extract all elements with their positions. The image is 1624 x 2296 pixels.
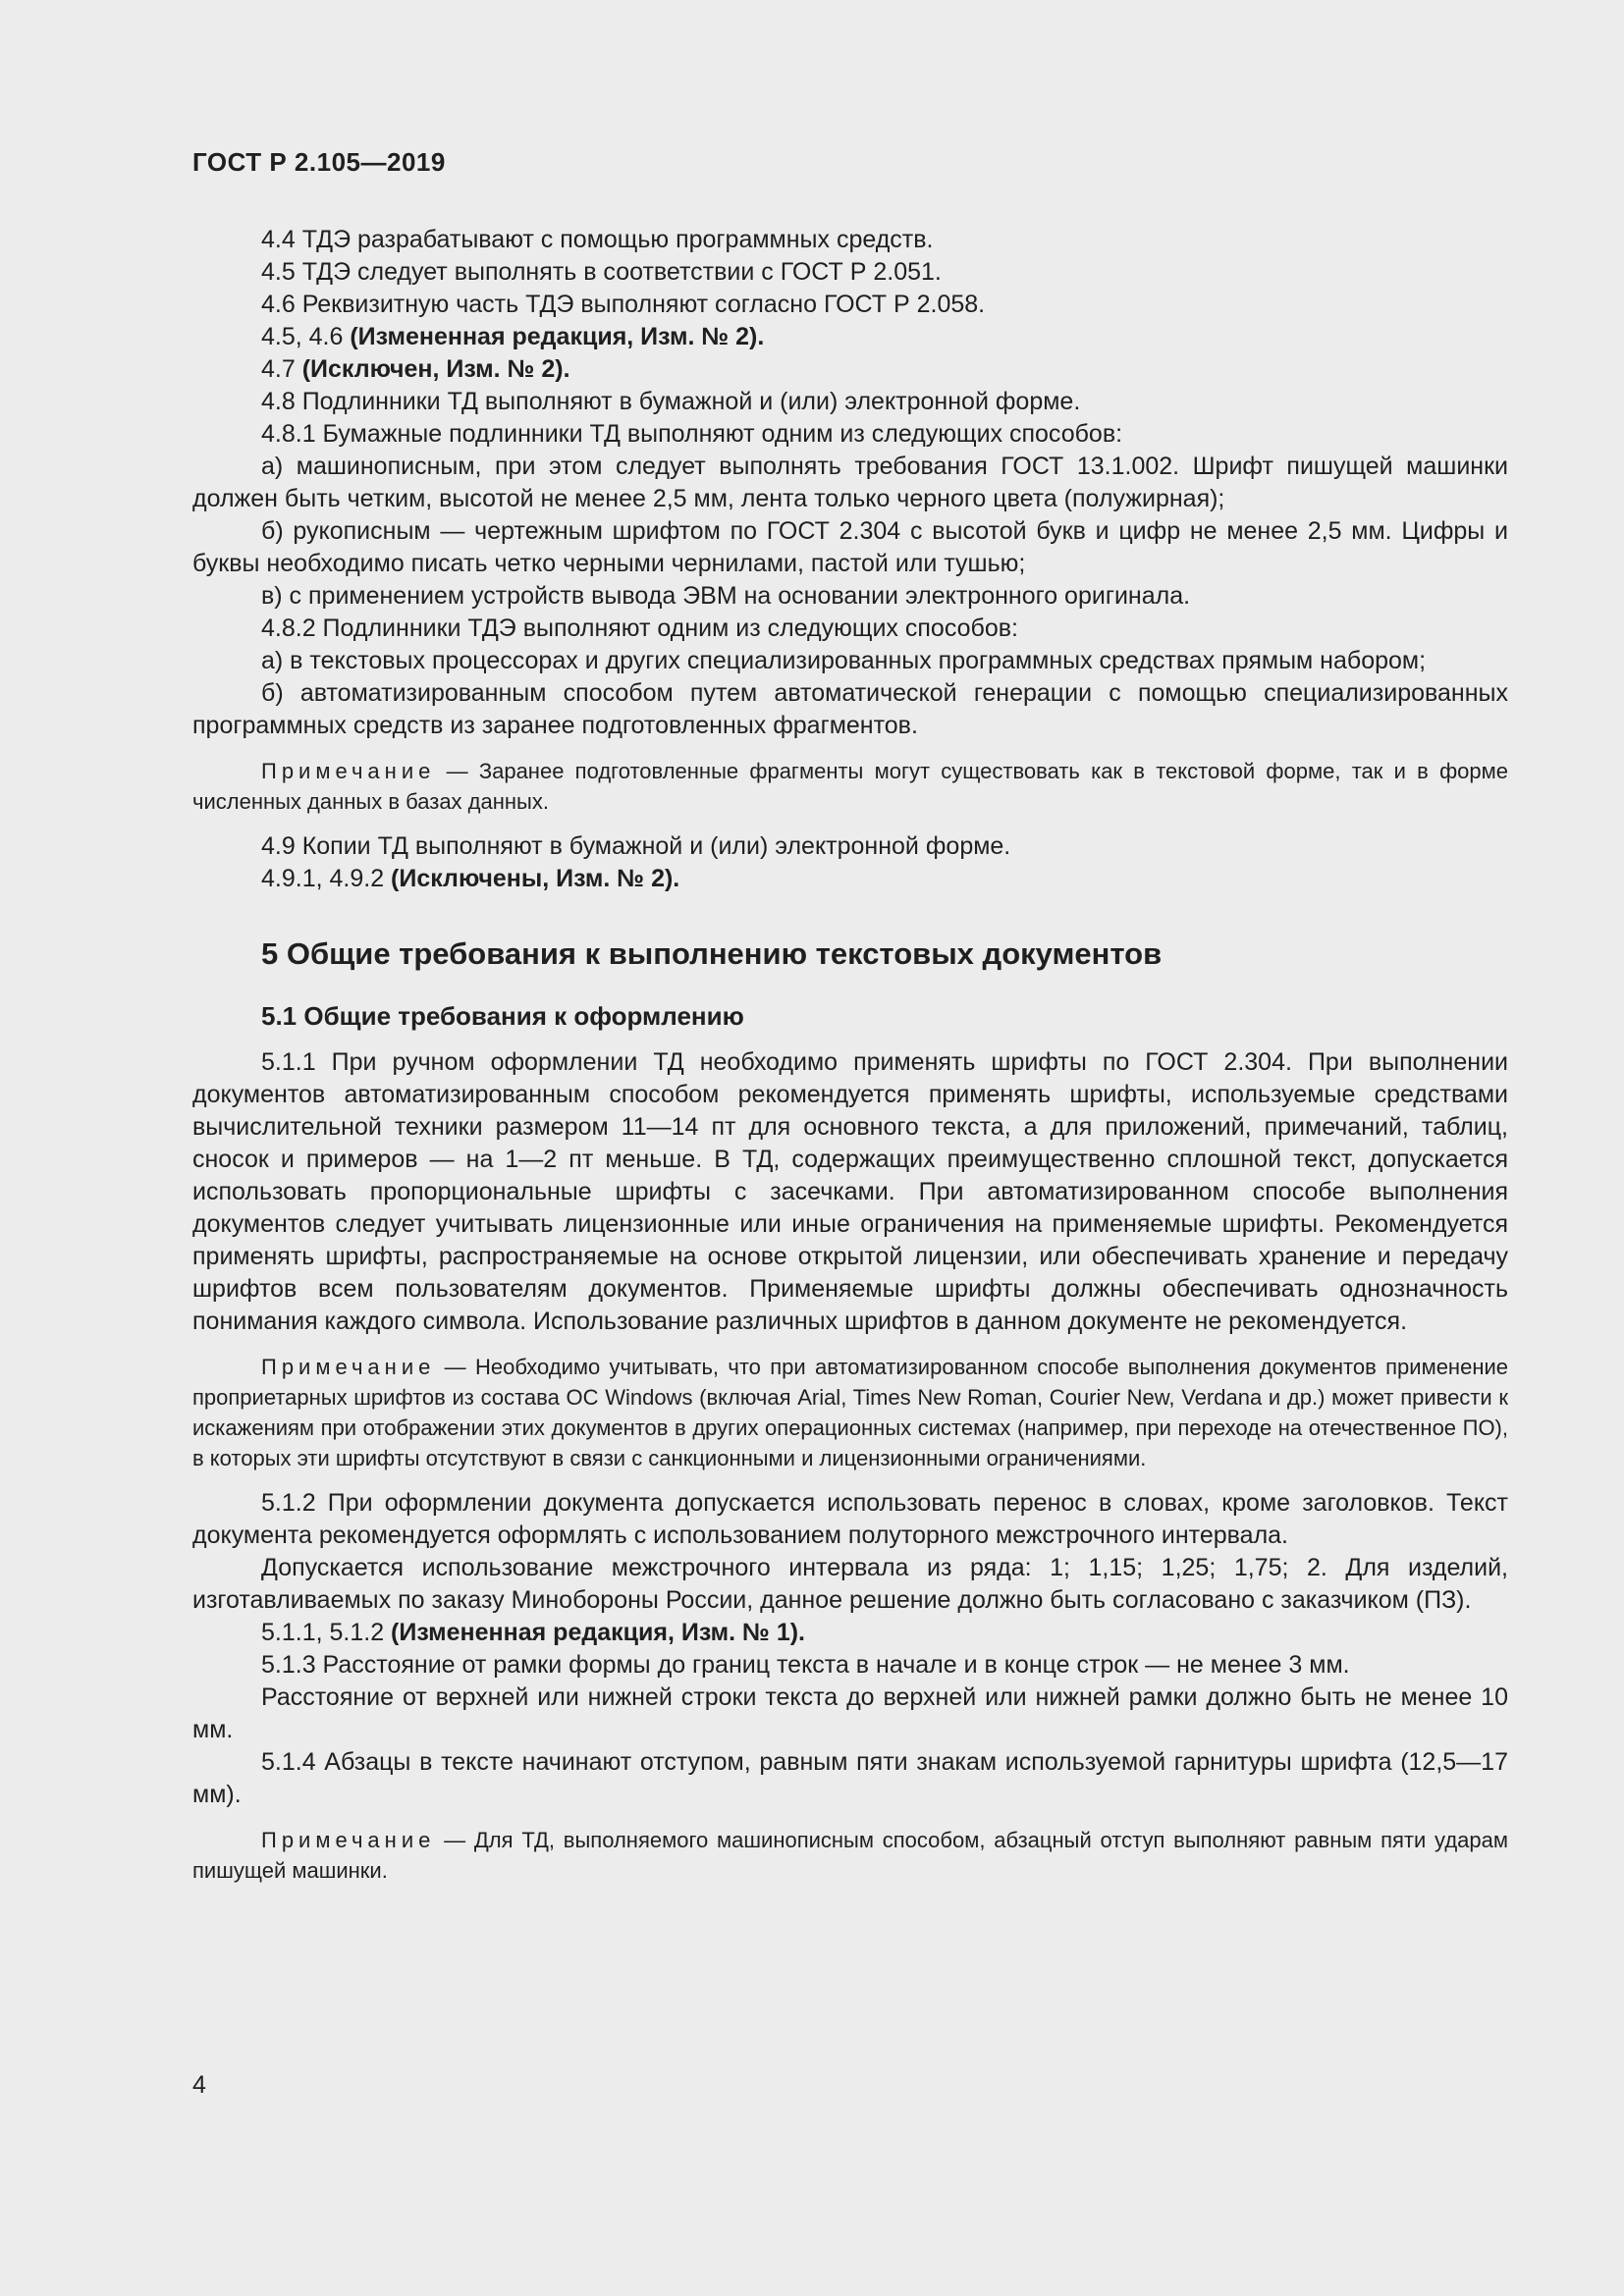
paragraph-4-8: 4.8 Подлинники ТД выполняют в бумажной и (или) электронной форме. (261, 388, 1081, 415)
note-1 (192, 756, 1508, 817)
note-text: — Для ТД, выполняемого машинописным способом, абзацный отступ выполняют равным пяти ударам пишущей машинки. (192, 1828, 1508, 1883)
paragraph-5-1-2: 5.1.2 При оформлении документа допускается использовать перенос в словах, кроме заголовков. Текст документа рекомендуется оформлять с использованием полуторного межстрочного интервала. (192, 1489, 1508, 1549)
note-3 (192, 1825, 1508, 1886)
note-label: Примечание (261, 1355, 436, 1379)
paragraph-5-1-1: 5.1.1 При ручном оформлении ТД необходимо применять шрифты по ГОСТ 2.304. При выполнении документов автоматизированным способом рекомендуется применять шрифты, используемые средствами вычислительной техники размером 11—14 пт для основного текста, а для приложений, примечаний, таблиц, сносок и примеров — на 1—2 пт меньше. В ТД, содержащих преимущественно сплошной текст, допускается использовать пропорциональные шрифты с засечками. При автоматизированном способе выполнения документов следует учитывать лицензионные или иные ограничения на применяемые шрифты. Рекомендуется применять шрифты, распространяемые на основе открытой лицензии, или обеспечивать хранение и передачу шрифтов всем пользователям документов. Применяемые шрифты должны обеспечивать однозначность понимания каждого символа. Использование различных шрифтов в данном документе не рекомендуется. (192, 1048, 1508, 1335)
document-header: ГОСТ Р 2.105—2019 (192, 147, 446, 177)
paragraph-4-6: 4.6 Реквизитную часть ТДЭ выполняют согласно ГОСТ Р 2.058. (261, 291, 986, 318)
paragraph-5-1-4: 5.1.4 Абзацы в тексте начинают отступом, равным пяти знакам используемой гарнитуры шрифта (12,5—17 мм). (192, 1748, 1508, 1808)
note-text: — Необходимо учитывать, что при автоматизированном способе выполнения документов применение проприетарных шрифтов из состава ОС Windows (включая Arial, Times New Roman, Courier New, Verdana и др.) может привести к искажениям при отображении этих документов в других операционных системах (например, при переходе на отечественное ПО), в которых эти шрифты отсутствуют в связи с санкционными и лицензионными ограничениями. (192, 1355, 1508, 1470)
list-item-a: а) машинописным, при этом следует выполнять требования ГОСТ 13.1.002. Шрифт пишущей машинки должен быть четким, высотой не менее 2,5 мм, лента только черного цвета (полужирная); (192, 453, 1508, 512)
section-5-1-heading: 5.1 Общие требования к оформлению (261, 1001, 744, 1031)
paragraph-4-4: 4.4 ТДЭ разрабатывают с помощью программных средств. (261, 226, 934, 253)
list-item-b: б) рукописным — чертежным шрифтом по ГОСТ 2.304 с высотой букв и цифр не менее 2,5 мм. Цифры и буквы необходимо писать четко черными чернилами, пастой или тушью; (192, 517, 1508, 577)
paragraph-4-5: 4.5 ТДЭ следует выполнять в соответствии с ГОСТ Р 2.051. (261, 258, 942, 286)
paragraph-4-9: 4.9 Копии ТД выполняют в бумажной и (или) электронной форме. (261, 832, 1011, 860)
amendment-note: (Измененная редакция, Изм. № 1). (391, 1619, 806, 1646)
paragraph-5-1-1-5-1-2-amendment (192, 1617, 1508, 1649)
amendment-note: (Исключен, Изм. № 2). (301, 355, 570, 383)
list-item-a-2: а) в текстовых процессорах и других специализированных программных средствах прямым набором; (261, 647, 1427, 674)
paragraph-number: 4.9.1, 4.9.2 (261, 865, 392, 892)
paragraph-number: 5.1.1, 5.1.2 (261, 1619, 392, 1646)
paragraph-4-8-1: 4.8.1 Бумажные подлинники ТД выполняют одним из следующих способов: (261, 420, 1123, 448)
paragraph-4-5-4-6-amendment (192, 321, 1508, 353)
paragraph-margins: Расстояние от верхней или нижней строки текста до верхней или нижней рамки должно быть не менее 10 мм. (192, 1683, 1508, 1743)
note-label: Примечание (261, 759, 436, 783)
page-number: 4 (192, 2071, 206, 2099)
note-label: Примечание (261, 1828, 436, 1852)
amendment-note: (Измененная редакция, Изм. № 2). (350, 323, 765, 350)
paragraph-5-1-3: 5.1.3 Расстояние от рамки формы до границ текста в начале и в конце строк — не менее 3 мм. (261, 1651, 1350, 1679)
paragraph-line-spacing: Допускается использование межстрочного интервала из ряда: 1; 1,15; 1,25; 1,75; 2. Для изделий, изготавливаемых по заказу Минобороны России, данное решение должно быть согласовано с заказчиком (ПЗ). (192, 1554, 1508, 1614)
paragraph-4-9-1 (192, 863, 1508, 895)
note-2 (192, 1352, 1508, 1473)
paragraph-number: 4.7 (261, 355, 302, 383)
note-text: — Заранее подготовленные фрагменты могут существовать как в текстовой форме, так и в форме численных данных в базах данных. (192, 759, 1508, 814)
section-5-heading: 5 Общие требования к выполнению текстовых документов (261, 936, 1163, 971)
list-item-v: в) с применением устройств вывода ЭВМ на основании электронного оригинала. (261, 582, 1191, 610)
paragraph-4-8-2: 4.8.2 Подлинники ТДЭ выполняют одним из следующих способов: (261, 614, 1018, 642)
document-body (192, 224, 1508, 1899)
paragraph-4-7 (192, 353, 1508, 386)
amendment-note: (Исключены, Изм. № 2). (391, 865, 680, 892)
list-item-b-2: б) автоматизированным способом путем автоматической генерации с помощью специализированных программных средств из заранее подготовленных фрагментов. (192, 679, 1508, 739)
paragraph-number: 4.5, 4.6 (261, 323, 351, 350)
